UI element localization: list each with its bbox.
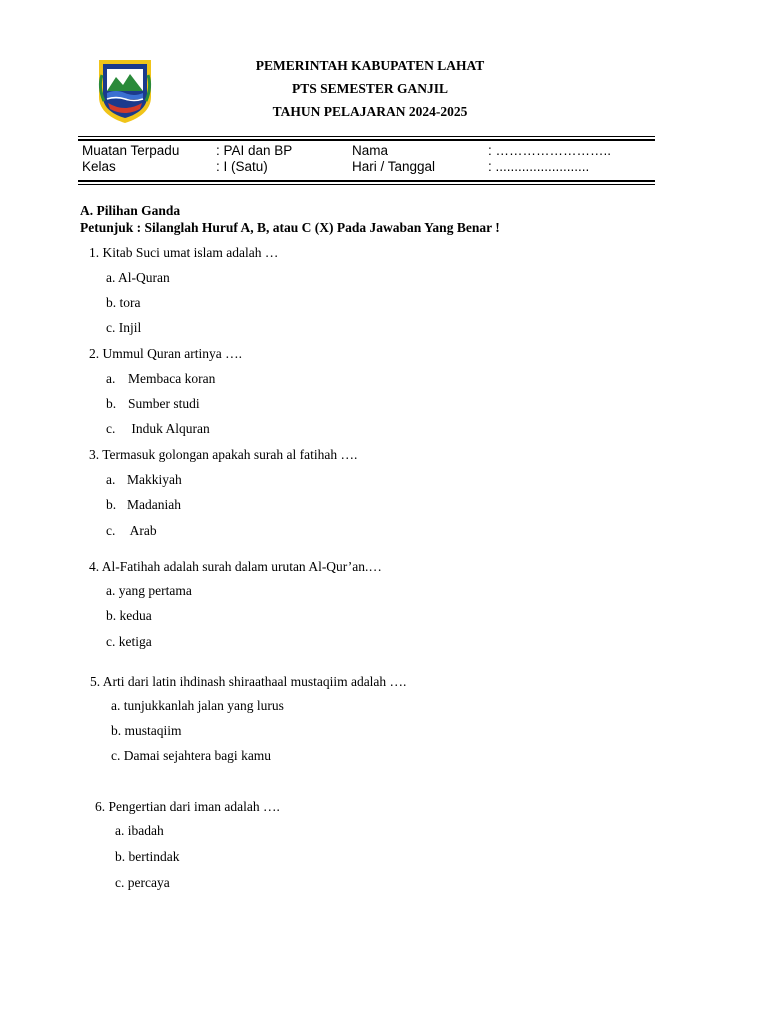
option-text: Induk Alquran (128, 421, 210, 436)
option-letter: b. (106, 497, 117, 512)
question-1-option-a[interactable]: a. Al-Quran (106, 270, 170, 285)
question-3-option-b[interactable] (106, 497, 181, 513)
option-letter: c. (106, 523, 116, 538)
subject-value: : PAI dan BP (216, 143, 293, 158)
question-1-option-b[interactable]: b. tora (106, 295, 141, 310)
question-5: 5. Arti dari latin ihdinash shiraathaal mustaqiim adalah …. (90, 674, 407, 689)
name-field[interactable]: : …………………….. (488, 143, 612, 158)
question-4-option-b[interactable]: b. kedua (106, 608, 152, 623)
option-text: Arab (127, 523, 157, 538)
subject-label: Muatan Terpadu (82, 143, 180, 158)
question-2: 2. Ummul Quran artinya …. (89, 346, 242, 361)
info-divider-bottom-thin (78, 184, 655, 185)
question-6-option-a[interactable]: a. ibadah (115, 823, 164, 838)
question-6-option-c[interactable]: c. percaya (115, 875, 170, 890)
option-letter: a. (106, 371, 116, 386)
header-government: PEMERINTAH KABUPATEN LAHAT (255, 58, 485, 73)
option-text: Madaniah (127, 497, 181, 512)
question-4: 4. Al-Fatihah adalah surah dalam urutan Al-Qur’an.… (89, 559, 382, 574)
section-title: A. Pilihan Ganda (80, 203, 181, 218)
question-2-option-c[interactable] (106, 421, 210, 437)
header-divider-top-thin (78, 136, 655, 137)
option-text: Membaca koran (128, 371, 216, 386)
header-exam: PTS SEMESTER GANJIL (291, 81, 449, 96)
question-4-option-a[interactable]: a. yang pertama (106, 583, 192, 598)
kabupaten-lahat-logo (96, 57, 154, 125)
question-1: 1. Kitab Suci umat islam adalah … (89, 245, 279, 260)
name-label: Nama (352, 143, 389, 158)
header-year: TAHUN PELAJARAN 2024-2025 (272, 104, 468, 119)
question-2-option-a[interactable] (106, 371, 216, 387)
question-4-option-c[interactable]: c. ketiga (106, 634, 152, 649)
class-label: Kelas (82, 159, 116, 174)
section-instruction: Petunjuk : Silanglah Huruf A, B, atau C (X) Pada Jawaban Yang Benar ! (80, 220, 500, 235)
question-5-option-b[interactable]: b. mustaqiim (111, 723, 182, 738)
class-value: : I (Satu) (216, 159, 268, 174)
question-5-option-a[interactable]: a. tunjukkanlah jalan yang lurus (111, 698, 284, 713)
header-divider-top-thick (78, 139, 655, 141)
question-1-option-c[interactable]: c. Injil (106, 320, 142, 335)
question-5-option-c[interactable]: c. Damai sejahtera bagi kamu (111, 748, 272, 763)
option-letter: b. (106, 396, 117, 411)
question-3-option-a[interactable] (106, 472, 182, 488)
option-text: Sumber studi (128, 396, 200, 411)
question-6-option-b[interactable]: b. bertindak (115, 849, 180, 864)
option-letter: c. (106, 421, 116, 436)
day-date-label: Hari / Tanggal (352, 159, 436, 174)
question-6: 6. Pengertian dari iman adalah …. (95, 799, 280, 814)
question-3-option-c[interactable] (106, 523, 157, 539)
question-2-option-b[interactable] (106, 396, 200, 412)
question-3: 3. Termasuk golongan apakah surah al fatihah …. (89, 447, 358, 462)
day-date-field[interactable]: : ......................... (488, 159, 590, 174)
option-letter: a. (106, 472, 116, 487)
option-text: Makkiyah (127, 472, 182, 487)
info-divider-bottom-thick (78, 180, 655, 182)
